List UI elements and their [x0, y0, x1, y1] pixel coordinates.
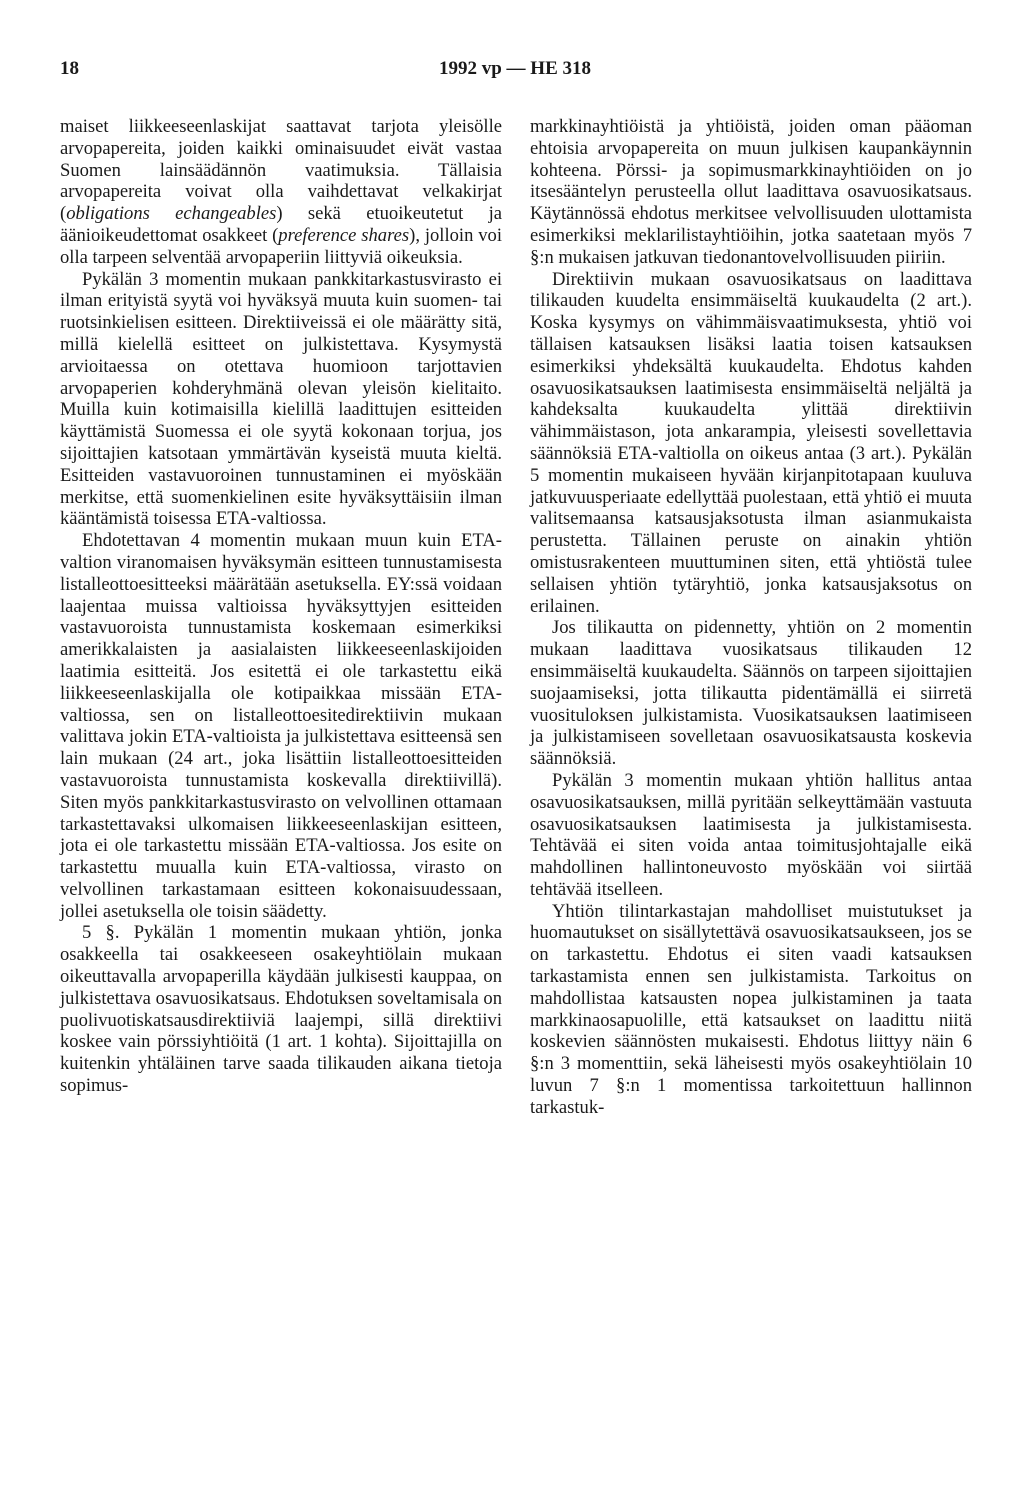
italic-term: obligations echangeables — [66, 203, 277, 225]
text-segment: ), jolloin voi olla tarpeen selventää arvopaperiin liittyviä oikeuksia. — [60, 224, 502, 268]
paragraph: Yhtiön tilintarkastajan mahdolliset muistutukset ja huomautukset on sisällytettävä osavuosikatsaukseen, jos se on tarkastettu. Ehdotus ei siten vaadi katsauksen tarkastamista ennen sen julkistamista. Tarkoitus on mahdollistaa katsausten nopea julkistaminen ja taata markkinaosapuolille, että katsaukset on laadittu niitä koskevien säännösten mukaisesti. Ehdotus liittyy näin 6 §:n 3 momenttiin, sekä läheisesti myös osakeyhtiölain 10 luvun 7 §:n 1 momentissa tarkoitettuun hallinnon tarkastuk- — [530, 900, 972, 1118]
paragraph: Pykälän 3 momentin mukaan pankkitarkastusvirasto ei ilman erityistä syytä voi hyväksyä muuta kuin suomen- tai ruotsinkielisen esitteen. Direktiiveissä ei ole määrätty sitä, millä kielellä esitteet on julkistettava. Kysymystä arvioitaessa on otettava huomioon tarjottavien arvopaperien kohderyhmänä olevan yleisön kielitaito. Muilla kuin kotimaisilla kielillä laadittujen esitteiden käyttämistä Suomessa ei ole syytä kokonaan torjua, jos sijoittajien katsotaan ymmärtävän kyseistä muuta kieltä. Esitteiden vastavuoroinen tunnustaminen ei myöskään merkitse, että suomenkielinen esite hyväksyttäisiin ilman kääntämistä toisessa ETA-valtiossa. — [60, 268, 502, 530]
running-title: 1992 vp — HE 318 — [438, 58, 592, 79]
italic-term: preference shares — [278, 224, 410, 246]
paragraph — [60, 116, 502, 269]
paragraph: markkinayhtiöistä ja yhtiöistä, joiden oman pääoman ehtoisia arvopapereita on muun julkisen kaupankäynnin kohteena. Pörssi- ja sopimusmarkkinayhtiöiden on jo itsesääntelyn perusteella ollut laadittava osavuosikatsaus. Käytännössä ehdotus merkitsee velvollisuuden ulottamista esimerkiksi meklarilistayhtiöihin, jotka saatetaan myös 7 §:n mukaisen jatkuvan tiedonantovelvollisuuden piiriin. — [530, 116, 972, 268]
left-column — [60, 116, 502, 1097]
paragraph: Ehdotettavan 4 momentin mukaan muun kuin ETA-valtion viranomaisen hyväksymän esitteen tunnustamisesta listalleottoesitteeksi määrätään asetuksella. EY:ssä voidaan laajentaa muissa valtioissa hyväksyttyjen esitteiden vastavuoroista tunnustamista koskemaan esimerkiksi amerikkalaisten ja aasialaisten liikkeeseenlaskijoiden laatimia esitteitä. Jos esitettä ei ole tarkastettu eikä liikkeeseenlaskijalla ole kotipaikkaa missään ETA-valtiossa, sen on listalleottoesitedirektiivin mukaan valittava jokin ETA-valtioista ja julkistettava esitteensä sen lain mukaan (24 art., joka lisättiin listalleottoesitteiden vastavuoroista tunnustamista koskevalla direktiivillä). Siten myös pankkitarkastusvirasto on velvollinen ottamaan tarkastettavaksi ulkomaisen liikkeeseenlaskijan esitteen, jota ei ole tarkastettu missään ETA-valtiossa. Jos esite on tarkastettu muualla kuin ETA-valtiossa, virasto on velvollinen tarkastamaan esitteen kokonaisuudessaan, jollei asetuksella ole toisin säädetty. — [60, 530, 502, 922]
running-header — [60, 58, 970, 88]
paragraph: Jos tilikautta on pidennetty, yhtiön on 2 momentin mukaan laadittava vuosikatsaus tilikauden 12 ensimmäiseltä kuukaudelta. Säännös on tarpeen sijoittajien suojaamiseksi, jotta tilikautta pidentämällä ei siirretä vuosituloksen julkistamista. Vuosikatsauksen laatimiseen ja julkistamiseen sovelletaan osavuosikatsausta koskevia säännöksiä. — [530, 617, 972, 770]
text-segment: maiset liikkeeseenlaskijat saattavat tarjota yleisölle arvopapereita, joiden kaikki ominaisuudet eivät vastaa Suomen lainsäädännön vaatimuksia. Tällaisia arvopapereita voivat olla vaihdettavat velkakirjat ( — [60, 116, 502, 225]
right-column — [530, 116, 972, 1119]
paragraph: Direktiivin mukaan osavuosikatsaus on laadittava tilikauden kuudelta ensimmäiseltä kuukaudelta (2 art.). Koska kysymys on vähimmäisvaatimuksesta, yhtiö voi tällaisen katsauksen lisäksi laatia toisen katsauksen esimerkiksi yhdeksältä kuukaudelta. Ehdotus kahden osavuosikatsauksen laatimisesta ensimmäiseltä neljältä ja kahdeksalta kuukaudelta ylittää direktiivin vähimmäistason, jota ankarampia, yleisesti sovellettavia säännöksiä ETA-valtiolla on oikeus antaa (3 art.). Pykälän 5 momentin mukaiseen hyvään kirjanpitotapaan kuuluva jatkuvuusperiaate edellyttää puolestaan, että yhtiö ei muuta valitsemaansa katsausjaksotusta ilman asianmukaista perustetta. Tällainen peruste on ainakin yhtiön omistusrakenteen muuttuminen siten, että yhtiöstä tulee sellaisen yhtiön tytäryhtiö, jonka katsausjaksotus on erilainen. — [530, 268, 972, 617]
paragraph: Pykälän 3 momentin mukaan yhtiön hallitus antaa osavuosikatsauksen, millä pyritään selkeyttämään vastuuta osavuosikatsauksen laatimisesta ja julkistamisesta. Tehtävää ei siten voida antaa toimitusjohtajalle eikä mahdollinen hallintoneuvosto myöskään voi siirtää tehtävää itselleen. — [530, 769, 972, 900]
text-segment: ) sekä etuoikeutetut ja äänioikeudettomat osakkeet ( — [60, 203, 503, 246]
paragraph: 5 §. Pykälän 1 momentin mukaan yhtiön, jonka osakkeella tai osakkeeseen osakeyhtiölain mukaan oikeuttavalla arvopaperilla käydään julkisesti kauppaa, on julkistettava osavuosikatsaus. Ehdotuksen soveltamisala on puolivuotiskatsausdirektiiviä laajempi, sillä direktiivi koskee vain pörssiyhtiöitä (1 art. 1 kohta). Sijoittajilla on kuitenkin yhtäläinen tarve saada tilikauden aikana tietoja sopimus- — [60, 922, 502, 1097]
page-number: 18 — [60, 58, 79, 79]
